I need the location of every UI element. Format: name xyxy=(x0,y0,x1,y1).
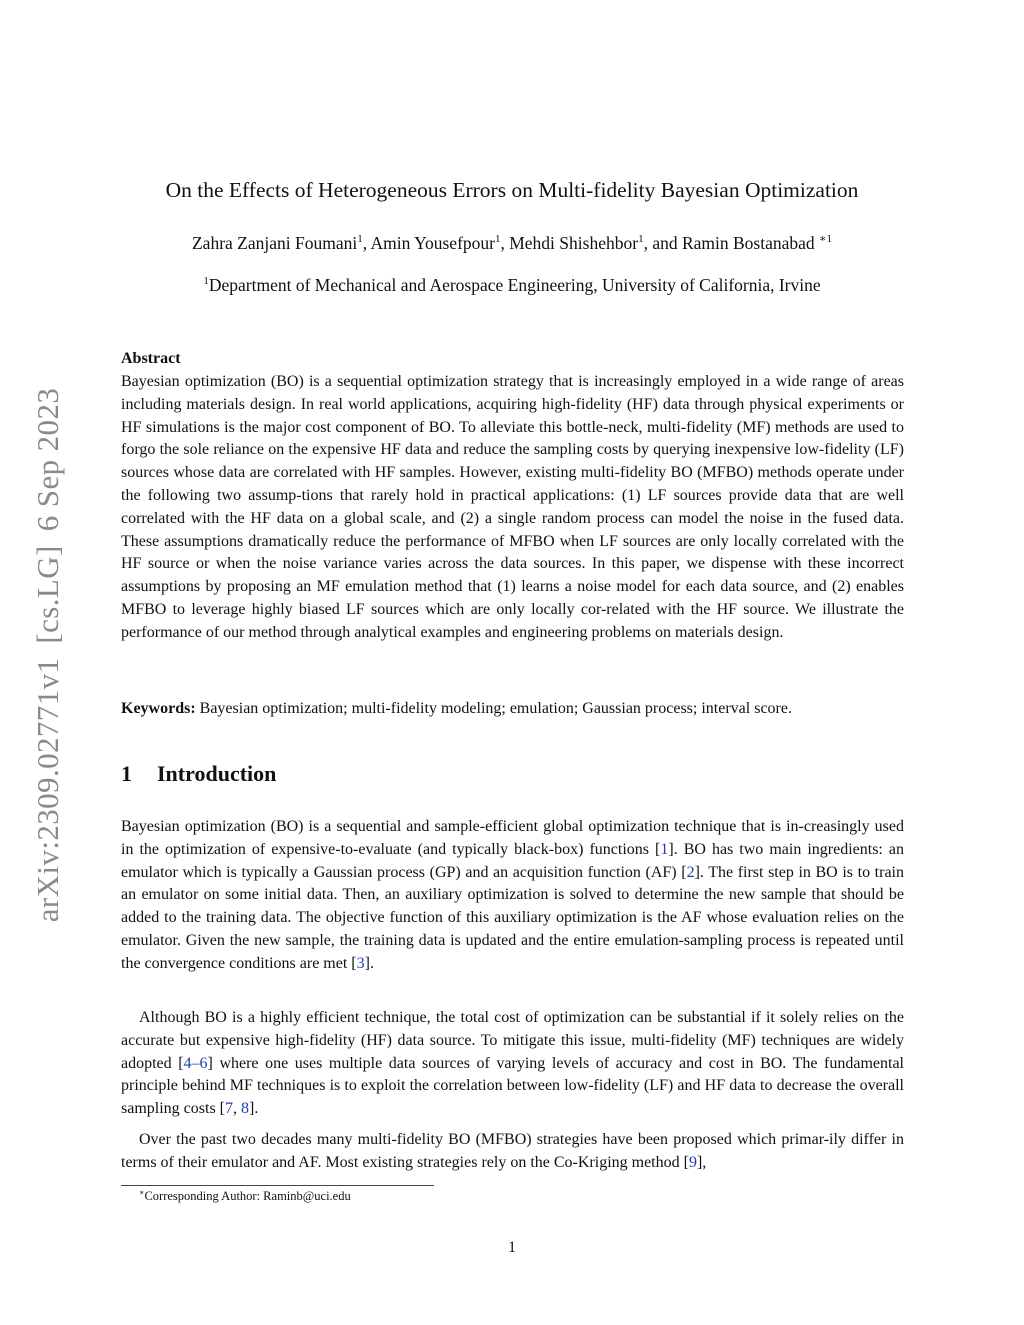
arxiv-id: arXiv:2309.02771v1 xyxy=(30,657,65,923)
paragraph-text: , xyxy=(233,1100,241,1118)
author-name: Zahra Zanjani Foumani xyxy=(191,233,358,253)
section-number: 1 xyxy=(121,761,132,786)
paragraph-text: ]. The first step in BO is to train an emulator on some initial data. Then, an auxiliary optimization is solved to determine the new sample that should be added to the training data. The objective function of this auxiliary optimization is the AF whose evaluation relies on the emulator. Given the new sample, the training data is updated and the entire emulation-sampling process is repeated until the convergence conditions are met [ xyxy=(121,863,904,972)
section-heading-introduction xyxy=(121,760,904,788)
keywords-label: Keywords: xyxy=(121,700,196,717)
affiliation-mark: 1 xyxy=(494,233,501,245)
author-name: Ramin Bostanabad xyxy=(681,233,815,253)
author-separator: , and xyxy=(643,233,682,253)
footnote xyxy=(139,1188,351,1204)
author-separator: , xyxy=(362,233,371,253)
section-title: Introduction xyxy=(157,761,277,786)
intro-paragraph-2 xyxy=(121,1007,904,1121)
author-list xyxy=(0,233,1024,254)
footnote-text: Corresponding Author: Raminb@uci.edu xyxy=(144,1189,351,1203)
affiliation xyxy=(0,275,1024,296)
keywords-text: Bayesian optimization; multi-fidelity modeling; emulation; Gaussian process; interval score. xyxy=(199,700,792,717)
affiliation-mark: 1 xyxy=(638,233,644,245)
footnote-divider xyxy=(121,1185,434,1186)
paragraph-text: Over the past two decades many multi-fidelity BO (MFBO) strategies have been proposed which primar-ily differ in terms of their emulator and AF. Most existing strategies rely on the Co-Kriging method [ xyxy=(121,1131,904,1171)
arxiv-identifier-stamp[interactable] xyxy=(30,374,66,923)
paragraph-text: ] where one uses multiple data sources of varying levels of accuracy and cost in BO. The fundamental principle behind MF techniques is to exploit the correlation between low-fidelity (LF) and HF data to decrease the overall sampling costs [ xyxy=(121,1054,904,1118)
affiliation-mark: 1 xyxy=(357,233,363,245)
author-name: Amin Yousefpour xyxy=(370,233,495,253)
citation-link[interactable]: 3 xyxy=(356,954,365,972)
abstract-body: Bayesian optimization (BO) is a sequential optimization strategy that is increasingly employed in a wide range of areas including materials design. In real world applications, acquiring high-fidelity (HF) data through physical experiments or HF simulations is the major cost component of BO. To alleviate this bottle-neck, multi-fidelity (MF) methods are used to forgo the sole reliance on the expensive HF data and reduce the sampling costs by querying inexpensive low-fidelity (LF) sources whose data are correlated with HF samples. However, existing multi-fidelity BO (MFBO) methods operate under the following two assump-tions that rarely hold in practical applications: (1) LF sources provide data that are well correlated with the HF data on a global scale, and (2) a single random process can model the noise in the fused data. These assumptions dramatically reduce the performance of MFBO when LF sources are only locally correlated with the HF source or when the noise variance varies across the data sources. In this paper, we dispense with these incorrect assumptions by proposing an MF emulation method that (1) learns a noise model for each data source, and (2) enables MFBO to leverage highly biased LF sources which are only locally cor-related with the HF source. We illustrate the performance of our method through analytical examples and engineering problems on materials design. xyxy=(121,373,904,641)
author-separator: , xyxy=(500,233,510,253)
arxiv-date: 6 Sep 2023 xyxy=(30,387,65,532)
citation-link[interactable]: 9 xyxy=(688,1153,697,1171)
citation-link[interactable]: 2 xyxy=(686,863,695,881)
abstract-heading: Abstract xyxy=(121,350,181,367)
intro-paragraph-1 xyxy=(121,816,904,976)
paragraph-text: ]. xyxy=(249,1100,259,1118)
paragraph-text: ]. xyxy=(364,954,374,972)
page-number: 1 xyxy=(508,1239,516,1256)
citation-link[interactable]: 8 xyxy=(241,1100,249,1118)
paragraph-text: ]. BO has two main ingredients: an emulator which is typically a Gaussian process (GP) and an acquisition function (AF) [ xyxy=(121,840,905,881)
arxiv-category: [cs.LG] xyxy=(30,545,65,644)
paper-title: On the Effects of Heterogeneous Errors on Multi-fidelity Bayesian Optimization xyxy=(165,178,859,202)
affiliation-mark: 1 xyxy=(203,275,209,287)
intro-paragraph-3 xyxy=(121,1129,904,1175)
paragraph-text: Bayesian optimization (BO) is a sequential and sample-efficient global optimization technique that is in-creasingly used in the optimization of expensive-to-evaluate (and typically black-box) functions [ xyxy=(121,818,904,858)
affiliation-text: Department of Mechanical and Aerospace Engineering, University of California, Irvine xyxy=(208,275,821,295)
footnote-mark: ∗ xyxy=(139,1188,145,1197)
paragraph-text: ], xyxy=(696,1153,707,1171)
paragraph-text: Although BO is a highly efficient technique, the total cost of optimization can be substantial if it solely relies on the accurate but expensive high-fidelity (HF) data source. To mitigate this issue, multi-fidelity (MF) techniques are widely adopted [ xyxy=(121,1009,904,1072)
affiliation-mark: ∗1 xyxy=(819,233,833,245)
citation-link[interactable]: 1 xyxy=(660,840,669,858)
citation-link[interactable]: 7 xyxy=(225,1100,233,1118)
keywords xyxy=(121,698,904,720)
author-name: Mehdi Shishehbor xyxy=(509,233,639,253)
citation-link[interactable]: 4–6 xyxy=(183,1054,208,1072)
